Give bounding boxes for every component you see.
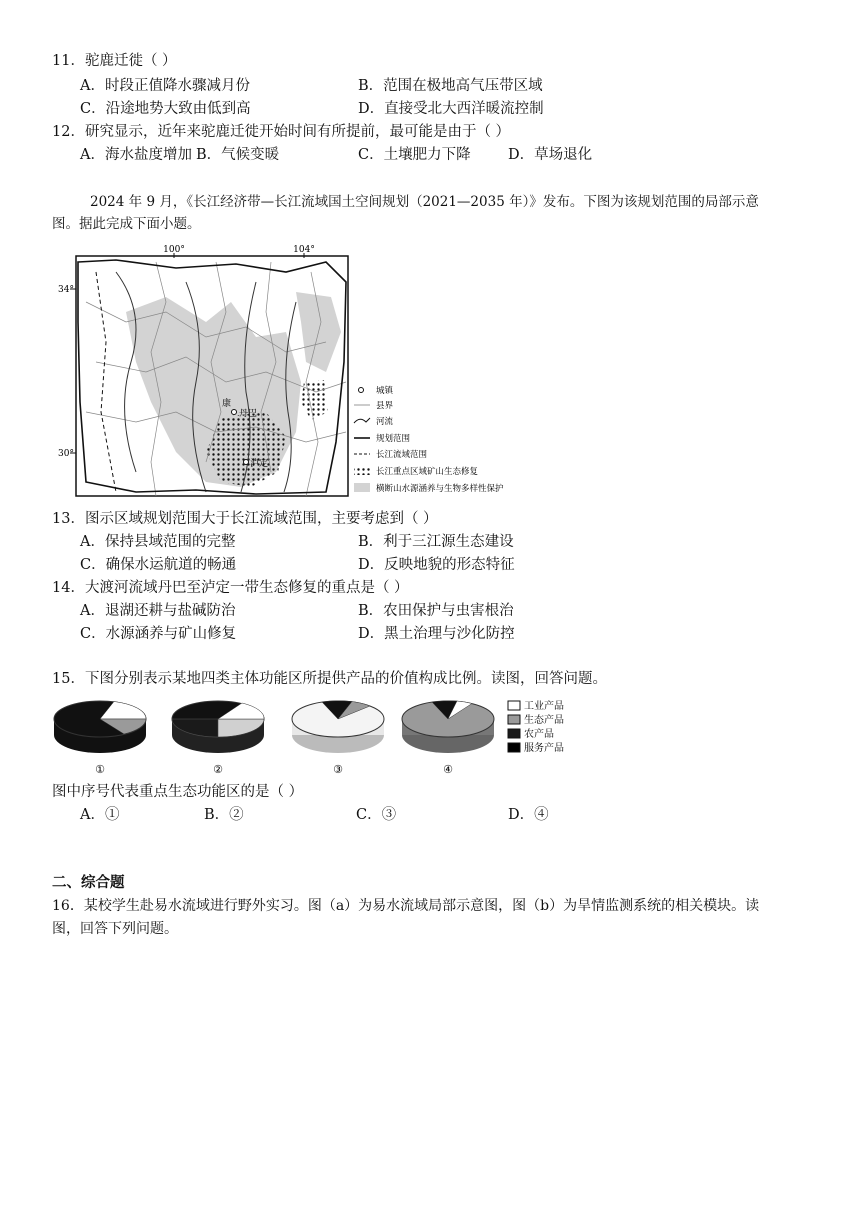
q13-option-c[interactable]: C．确保水运航道的畅通	[80, 557, 237, 573]
q13-stem: 13．图示区域规划范围大于长江流域范围，主要考虑到（ ）	[52, 511, 438, 527]
legend-agri: 农产品	[524, 729, 554, 740]
lon-label-100: 100°	[163, 245, 185, 255]
q11-option-d[interactable]: D．直接受北大西洋暖流控制	[358, 101, 544, 117]
section-2-title: 二、综合题	[52, 875, 125, 891]
intro-line-1: 2024 年 9 月，《长江经济带—长江流域国土空间规划（2021—2035 年）》发布。下图为该规划范围的局部示意	[90, 194, 759, 210]
q15-option-d[interactable]: D．④	[508, 807, 549, 823]
intro-line-2: 图。据此完成下面小题。	[52, 216, 201, 232]
q14-stem: 14．大渡河流域丹巴至泸定一带生态修复的重点是（ ）	[52, 580, 409, 596]
q14-option-b[interactable]: B．农田保护与虫害根治	[358, 603, 514, 619]
pie-legend	[508, 699, 564, 754]
legend-swatch-industry	[508, 701, 520, 710]
gray-area-icon	[354, 483, 370, 492]
pie-3	[292, 701, 384, 776]
legend-ecology: 生态产品	[524, 715, 564, 726]
q13-option-a[interactable]: A．保持县域范围的完整	[80, 534, 236, 550]
map-legend	[354, 385, 504, 493]
pie-3-label: ③	[333, 763, 343, 776]
legend-label-1: 县界	[376, 400, 394, 410]
pie-charts	[52, 697, 592, 779]
q12-option-c[interactable]: C．土壤肥力下降	[358, 147, 471, 163]
q12-option-a[interactable]: A．海水盐度增加	[80, 147, 192, 163]
q12-option-b[interactable]: B．气候变暖	[196, 147, 280, 163]
pie-4-label: ④	[443, 763, 453, 776]
place-danba: 丹巴	[239, 409, 258, 419]
q15-option-c[interactable]: C．③	[356, 807, 397, 823]
map-figure	[56, 242, 556, 500]
dotted-area-icon	[354, 466, 370, 475]
town-danba	[232, 410, 237, 415]
q12-option-d[interactable]: D．草场退化	[508, 147, 593, 163]
q16-line-1: 16．某校学生赴易水流域进行野外实习。图（a）为易水流域局部示意图，图（b）为旱情监测系统的相关模块。读	[52, 898, 760, 914]
q15-sub-stem: 图中序号代表重点生态功能区的是（ ）	[52, 784, 304, 800]
legend-service: 服务产品	[524, 743, 564, 754]
q15-option-b[interactable]: B．②	[204, 807, 244, 823]
q14-option-d[interactable]: D．黑土治理与沙化防控	[358, 626, 515, 642]
river-icon	[354, 418, 370, 423]
pie-1-label: ①	[95, 763, 105, 776]
lon-label-104: 104°	[293, 245, 315, 255]
legend-swatch-service	[508, 743, 520, 752]
legend-label-0: 城镇	[376, 385, 394, 395]
q11-option-b[interactable]: B．范围在极地高气压带区域	[358, 78, 543, 94]
place-kang: 康	[222, 399, 232, 409]
q12-stem: 12．研究显示，近年来驼鹿迁徙开始时间有所提前，最可能是由于（ ）	[52, 124, 511, 140]
legend-label-6: 横断山水源涵养与生物多样性保护	[376, 483, 504, 493]
q13-option-d[interactable]: D．反映地貌的形态特征	[358, 557, 515, 573]
legend-label-5: 长江重点区域矿山生态修复	[376, 466, 479, 476]
pie-4	[402, 701, 494, 776]
q13-option-b[interactable]: B．利于三江源生态建设	[358, 534, 514, 550]
legend-label-3: 规划范围	[376, 433, 411, 443]
place-luding: 泸定	[250, 459, 269, 469]
q15-option-a[interactable]: A．①	[80, 807, 120, 823]
legend-swatch-ecology	[508, 715, 520, 724]
legend-label-2: 河流	[376, 416, 394, 426]
town-icon	[359, 388, 364, 393]
q14-option-a[interactable]: A．退湖还耕与盐碱防治	[80, 603, 236, 619]
legend-industry: 工业产品	[524, 701, 564, 712]
q11-stem: 11．驼鹿迁徙（ ）	[52, 53, 177, 69]
pie-2-label: ②	[213, 763, 223, 776]
pie-2	[172, 701, 264, 776]
lat-label-34: 34°	[58, 285, 74, 295]
legend-label-4: 长江流域范围	[376, 449, 428, 459]
legend-swatch-agri	[508, 729, 520, 738]
q11-option-a[interactable]: A．时段正值降水骤减月份	[80, 78, 250, 94]
q11-option-c[interactable]: C．沿途地势大致由低到高	[80, 101, 251, 117]
q16-line-2: 图，回答下列问题。	[52, 921, 178, 937]
lat-label-30: 30°	[58, 449, 74, 459]
pie-1	[54, 701, 146, 776]
town-luding	[244, 460, 249, 465]
q15-stem: 15．下图分别表示某地四类主体功能区所提供产品的价值构成比例。读图，回答问题。	[52, 671, 607, 687]
q14-option-c[interactable]: C．水源涵养与矿山修复	[80, 626, 237, 642]
